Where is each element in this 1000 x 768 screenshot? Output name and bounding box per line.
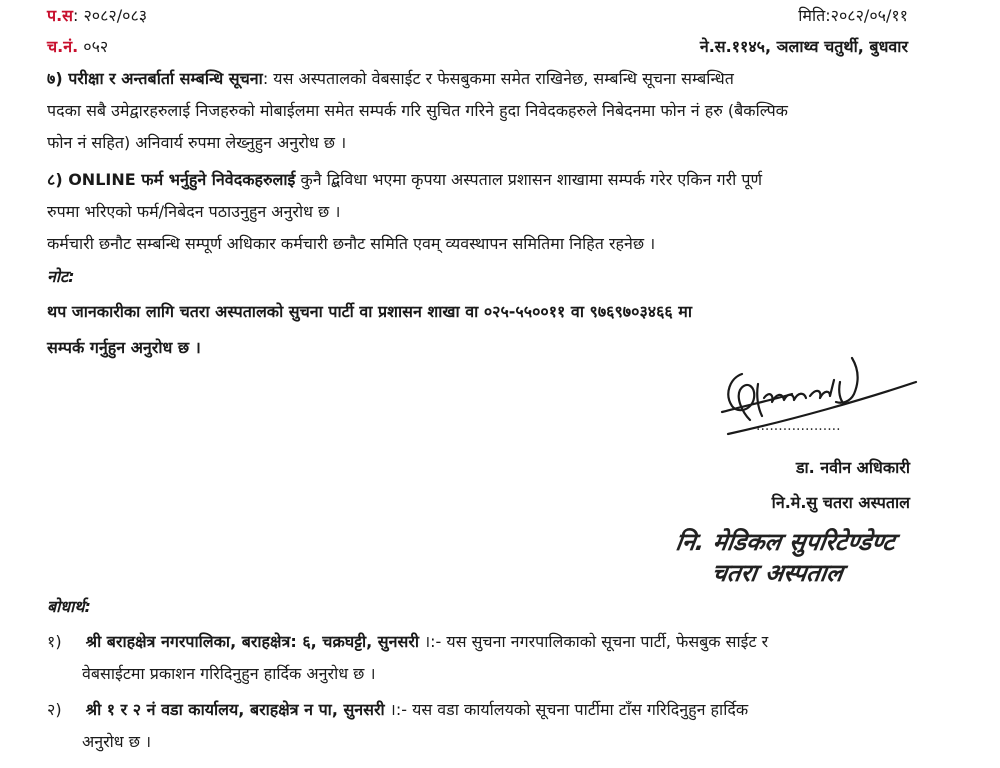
chalan-value: ०५२ (78, 37, 109, 56)
signatory-name: डा. नवीन अधिकारी (795, 458, 910, 477)
note-line-1: थप जानकारीका लागि चतरा अस्पतालको सुचना पार्टी वा प्रशासन शाखा वा ०२५-५५००११ वा ९७६९७०३४६६ मा (47, 302, 693, 321)
signatory-designation: नि.मे.सु चतरा अस्पताल (771, 493, 910, 512)
letter-date: मिति:२०८२/०५/११ (798, 6, 908, 25)
cc-item-2-number: २) (47, 700, 62, 719)
cc-label: बोधार्थ: (47, 597, 91, 616)
stamp-line-2: चतरा अस्पताल (709, 559, 845, 587)
para-8-text: कुनै द्बिविधा भएमा कृपया अस्पताल प्रशासन शाखामा सम्पर्क गरेर एकिन गरी पूर्ण (295, 170, 763, 189)
cc-item-1-line-1 (47, 632, 768, 652)
signature-block (712, 350, 922, 446)
para-7-line-3: फोन नं सहित) अनिवार्य रुपमा लेख्नुहुन अनुरोध छ । (47, 133, 347, 152)
para-8-line-2: रुपमा भरिएको फर्म/निबेदन पठाउनुहुन अनुरोध छ । (47, 202, 341, 221)
cc-item-2-line-2: अनुरोध छ । (82, 732, 152, 751)
cc-item-1-line-2: वेबसाईटमा प्रकाशन गरिदिनुहुन हार्दिक अनुरोध छ । (82, 664, 376, 683)
chalan-number (47, 37, 108, 57)
para-7-text: : यस अस्पतालको वेबसाईट र फेसबुकमा समेत राखिनेछ, सम्बन्धि सूचना सम्बन्धित (262, 69, 734, 88)
chalan-label: च.नं. (47, 37, 79, 56)
signature-dots: ................... (756, 418, 841, 434)
para-7-line-1 (47, 69, 734, 89)
cc-item-1-number: १) (47, 632, 62, 651)
handwritten-signature (712, 350, 922, 446)
cc-item-2-line-1 (47, 700, 748, 720)
ref-value: : २०८२/०८३ (72, 6, 148, 25)
cc-item-2-text: ।:- यस वडा कार्यालयको सूचना पार्टीमा टाँस गरिदिनुहुन हार्दिक (384, 700, 749, 719)
reference-number (47, 6, 147, 26)
para-8-line-1 (47, 170, 762, 190)
stamp-line-1: नि. मेडिकल सुपरिटेण्डेण्ट (673, 528, 897, 556)
para-7-line-2: पदका सबै उमेद्वारहरुलाई निजहरुको मोबाईलमा समेत सम्पर्क गरि सुचित गरिने हुदा निवेदकहरुले निबेदनमा फोन नं हरु (बैकल्पिक (47, 101, 788, 120)
cc-item-1-recipient: श्री बराहक्षेत्र नगरपालिका, बराहक्षेत्र: ६, चक्रघट्टी, सुनसरी (85, 632, 420, 651)
para-7-title: ७) परीक्षा र अन्तर्बार्ता सम्बन्धि सूचना (47, 69, 263, 88)
note-label: नोट: (47, 267, 75, 286)
ref-label: प.स (47, 6, 73, 25)
para-8-title: ८) ONLINE फर्म भर्नुहुने निवेदकहरुलाई (47, 170, 296, 189)
nepal-samvat-date: ने.स.११४५, ञलाथ्व चतुर्थी, बुधवार (699, 37, 908, 56)
note-line-2: सम्पर्क गर्नुहुन अनुरोध छ । (47, 338, 201, 357)
authority-statement: कर्मचारी छनौट सम्बन्धि सम्पूर्ण अधिकार कर्मचारी छनौट समिति एवम् व्यवस्थापन समितिमा निहित रहनेछ । (47, 234, 656, 253)
cc-item-2-recipient: श्री १ र २ नं वडा कार्यालय, बराहक्षेत्र न पा, सुनसरी (85, 700, 385, 719)
cc-item-1-text: ।:- यस सुचना नगरपालिकाको सूचना पार्टी, फेसबुक साईट र (419, 632, 769, 651)
